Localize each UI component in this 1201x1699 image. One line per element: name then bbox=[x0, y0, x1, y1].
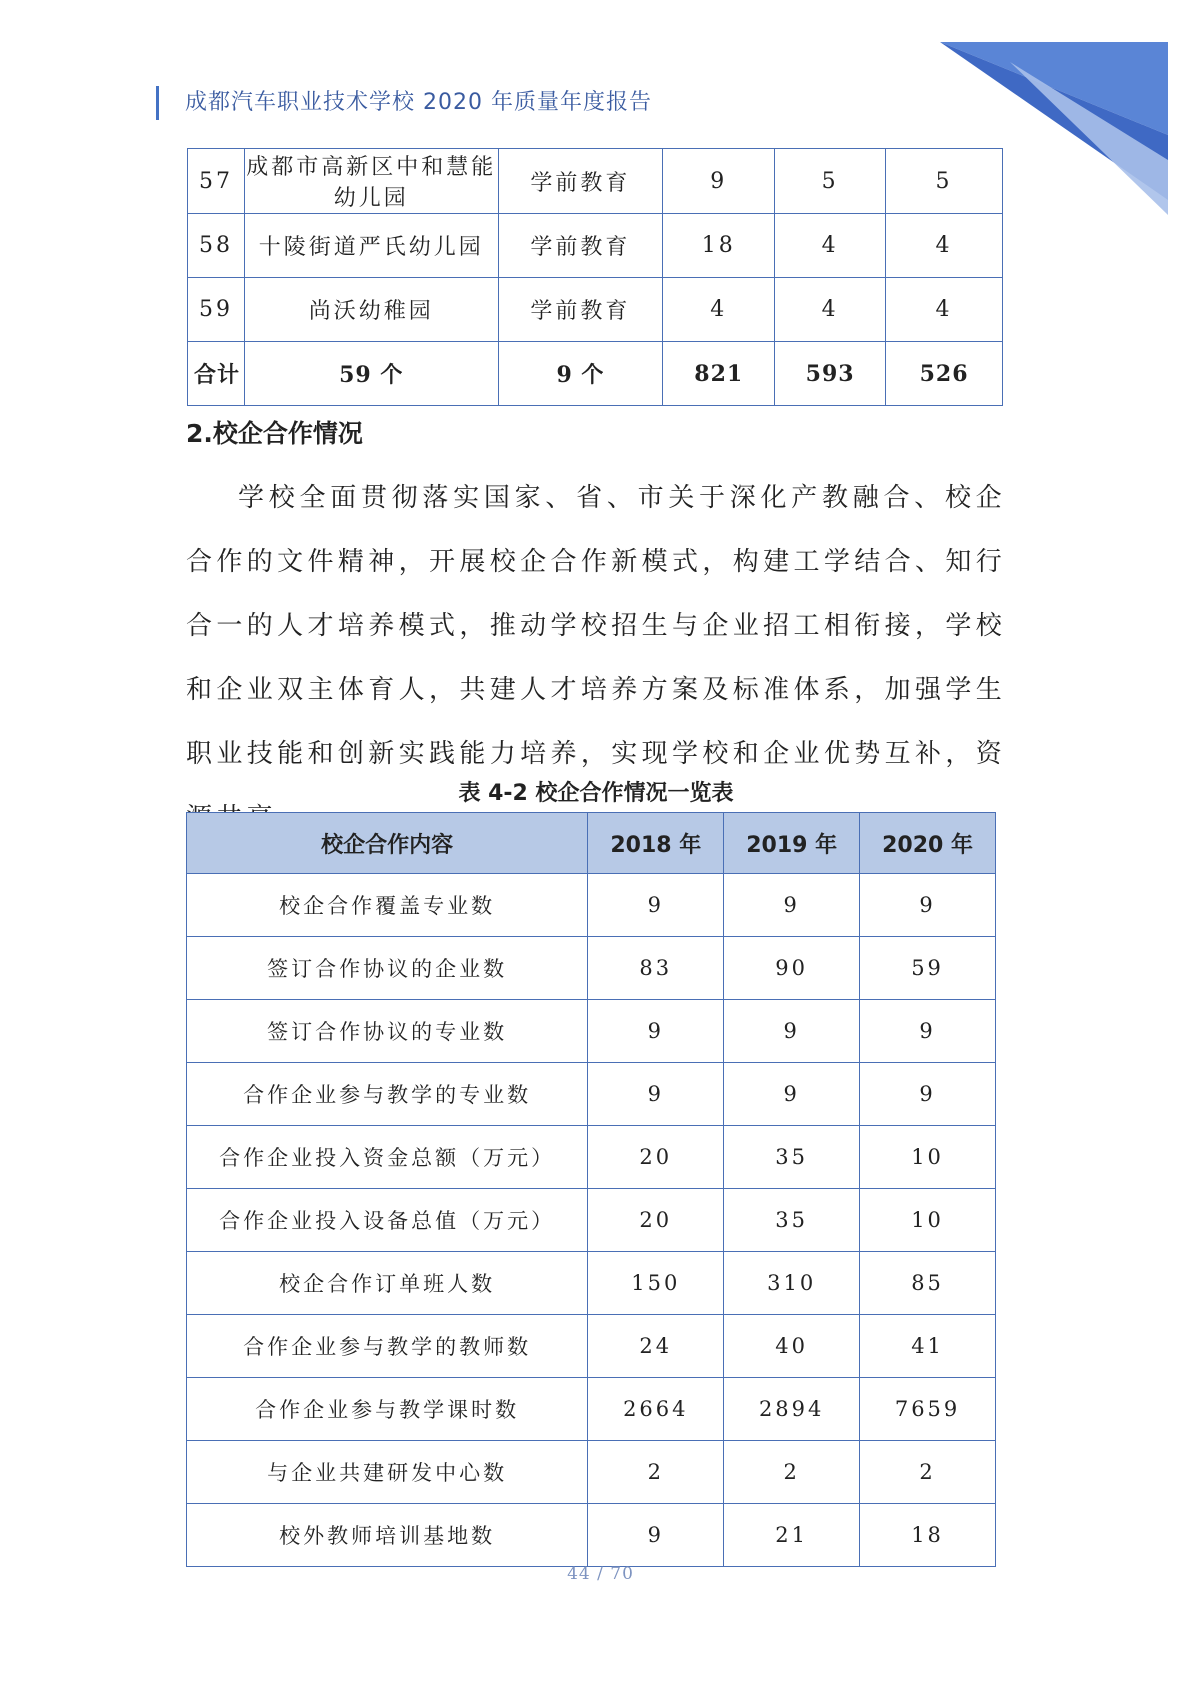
value-2020: 59 bbox=[860, 937, 996, 1000]
table-caption: 表 4-2 校企合作情况一览表 bbox=[458, 781, 734, 806]
value-cell: 4 bbox=[886, 278, 1003, 342]
value-2019: 310 bbox=[724, 1252, 860, 1315]
value-2020: 9 bbox=[860, 874, 996, 937]
column-header: 2018 年 bbox=[588, 813, 724, 874]
value-2018: 24 bbox=[588, 1315, 724, 1378]
value-2020: 85 bbox=[860, 1252, 996, 1315]
value-2020: 7659 bbox=[860, 1378, 996, 1441]
total-majors: 9 个 bbox=[498, 342, 663, 406]
report-header: 成都汽车职业技术学校 2020 年质量年度报告 bbox=[156, 86, 652, 120]
table-row bbox=[187, 1315, 996, 1378]
major: 学前教育 bbox=[498, 149, 663, 214]
item-label: 合作企业投入资金总额（万元） bbox=[187, 1126, 588, 1189]
value-2018: 20 bbox=[588, 1126, 724, 1189]
value-2018: 9 bbox=[588, 874, 724, 937]
table-row bbox=[188, 214, 1003, 278]
table-row bbox=[187, 1126, 996, 1189]
item-label: 签订合作协议的专业数 bbox=[187, 1000, 588, 1063]
value-2020: 10 bbox=[860, 1189, 996, 1252]
value-cell: 5 bbox=[886, 149, 1003, 214]
column-header: 2020 年 bbox=[860, 813, 996, 874]
value-2019: 2894 bbox=[724, 1378, 860, 1441]
value-2020: 10 bbox=[860, 1126, 996, 1189]
total-value: 526 bbox=[886, 342, 1003, 406]
value-2019: 35 bbox=[724, 1189, 860, 1252]
table-row bbox=[187, 1000, 996, 1063]
kindergarten-name: 十陵街道严氏幼儿园 bbox=[244, 214, 498, 278]
item-label: 校外教师培训基地数 bbox=[187, 1504, 588, 1567]
value-2020: 18 bbox=[860, 1504, 996, 1567]
value-2019: 90 bbox=[724, 937, 860, 1000]
table-row bbox=[187, 1063, 996, 1126]
column-header: 校企合作内容 bbox=[187, 813, 588, 874]
total-row bbox=[188, 342, 1003, 406]
total-value: 821 bbox=[663, 342, 775, 406]
table-row bbox=[188, 149, 1003, 214]
value-2018: 9 bbox=[588, 1504, 724, 1567]
value-2020: 9 bbox=[860, 1000, 996, 1063]
value-2019: 35 bbox=[724, 1126, 860, 1189]
school-list-table bbox=[187, 148, 1003, 406]
major: 学前教育 bbox=[498, 214, 663, 278]
value-2019: 2 bbox=[724, 1441, 860, 1504]
total-value: 593 bbox=[775, 342, 886, 406]
item-label: 校企合作订单班人数 bbox=[187, 1252, 588, 1315]
table-row bbox=[187, 937, 996, 1000]
value-2018: 83 bbox=[588, 937, 724, 1000]
row-number: 59 bbox=[188, 278, 245, 342]
value-2018: 150 bbox=[588, 1252, 724, 1315]
page-number: 44 / 70 bbox=[567, 1564, 634, 1584]
value-2018: 2664 bbox=[588, 1378, 724, 1441]
row-number: 57 bbox=[188, 149, 245, 214]
value-cell: 4 bbox=[775, 214, 886, 278]
total-schools: 59 个 bbox=[244, 342, 498, 406]
kindergarten-name: 成都市高新区中和慧能幼儿园 bbox=[244, 149, 498, 214]
table-row bbox=[187, 1189, 996, 1252]
cooperation-table bbox=[186, 812, 996, 1567]
kindergarten-name: 尚沃幼稚园 bbox=[244, 278, 498, 342]
row-number: 58 bbox=[188, 214, 245, 278]
table-row bbox=[187, 874, 996, 937]
item-label: 签订合作协议的企业数 bbox=[187, 937, 588, 1000]
total-label: 合计 bbox=[188, 342, 245, 406]
value-cell: 4 bbox=[663, 278, 775, 342]
value-2018: 20 bbox=[588, 1189, 724, 1252]
item-label: 合作企业参与教学课时数 bbox=[187, 1378, 588, 1441]
value-2019: 9 bbox=[724, 874, 860, 937]
value-2018: 9 bbox=[588, 1000, 724, 1063]
value-cell: 4 bbox=[775, 278, 886, 342]
section-heading: 2.校企合作情况 bbox=[186, 419, 363, 448]
value-2020: 9 bbox=[860, 1063, 996, 1126]
value-2019: 9 bbox=[724, 1063, 860, 1126]
table-row bbox=[187, 1504, 996, 1567]
item-label: 校企合作覆盖专业数 bbox=[187, 874, 588, 937]
column-header: 2019 年 bbox=[724, 813, 860, 874]
value-cell: 18 bbox=[663, 214, 775, 278]
item-label: 合作企业参与教学的教师数 bbox=[187, 1315, 588, 1378]
value-cell: 5 bbox=[775, 149, 886, 214]
table-header-row bbox=[187, 813, 996, 874]
value-2018: 9 bbox=[588, 1063, 724, 1126]
item-label: 与企业共建研发中心数 bbox=[187, 1441, 588, 1504]
item-label: 合作企业投入设备总值（万元） bbox=[187, 1189, 588, 1252]
item-label: 合作企业参与教学的专业数 bbox=[187, 1063, 588, 1126]
body-paragraph: 学校全面贯彻落实国家、省、市关于深化产教融合、校企合作的文件精神，开展校企合作新模式，构建工学结合、知行合一的人才培养模式，推动学校招生与企业招工相衔接，学校和企业双主体育人，共建人才培养方案及标准体系，加强学生职业技能和创新实践能力培养，实现学校和企业优势互补，资 bbox=[186, 483, 1006, 769]
value-2018: 2 bbox=[588, 1441, 724, 1504]
value-cell: 4 bbox=[886, 214, 1003, 278]
table-row bbox=[187, 1378, 996, 1441]
value-2020: 2 bbox=[860, 1441, 996, 1504]
major: 学前教育 bbox=[498, 278, 663, 342]
table-row bbox=[187, 1252, 996, 1315]
value-2019: 9 bbox=[724, 1000, 860, 1063]
value-2020: 41 bbox=[860, 1315, 996, 1378]
value-2019: 40 bbox=[724, 1315, 860, 1378]
table-row bbox=[188, 278, 1003, 342]
value-cell: 9 bbox=[663, 149, 775, 214]
value-2019: 21 bbox=[724, 1504, 860, 1567]
table-row bbox=[187, 1441, 996, 1504]
